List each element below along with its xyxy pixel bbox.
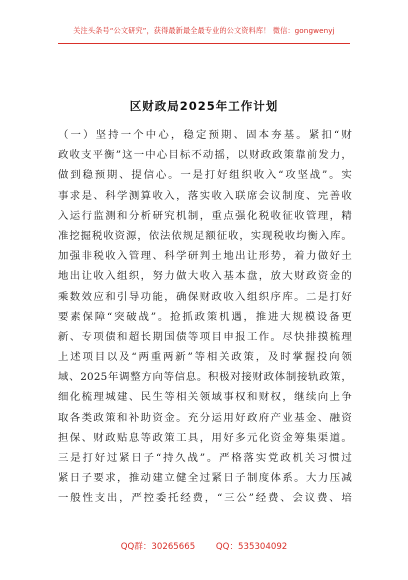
body-line: 取各类政策和补助资金。充分运用好政府产业基金、融资 — [58, 411, 352, 424]
body-line: 准挖掘税收资源，依法依规足额征收，实现税收均衡入库。 — [58, 229, 352, 242]
body-line: 细化梳理城建、民生等相关领域事权和财权，继续向上争 — [58, 391, 352, 404]
body-line: 一般性支出，严控委托经费，“三公”经费、会议费、培 — [58, 492, 352, 505]
body-line: 入运行监测和分析研究机制，重点强化税收征收管理，精 — [58, 209, 352, 222]
body-line: 做到稳预期、提信心。一是打好组织收入“攻坚战”。实 — [58, 169, 352, 182]
footer-qq: QQ：535304092 — [215, 542, 288, 552]
document-body — [58, 125, 352, 509]
body-line: 域、2025年调整方向等信息。积极对接财政体制接轨政策， — [58, 371, 352, 384]
body-line: 担保、财政贴息等政策工具，用好多元化资金筹集渠道。 — [58, 431, 352, 444]
document-title: 区财政局2025年工作计划 — [129, 99, 279, 113]
header-banner: 关注头条号“公文研究”，获得最新最全最专业的公文资料库！ 微信：gongwenyj — [73, 26, 335, 35]
body-line: （一）坚持一个中心，稳定预期、固本夯基。紧扣“财 — [58, 129, 352, 141]
body-line: 政收支平衡”这一中心目标不动摇，以财政政策靠前发力， — [58, 149, 352, 162]
body-line: 紧日子要求，推动建立健全过紧日子制度体系。大力压减 — [58, 472, 352, 485]
footer-qq-group: QQ群：30265665 — [120, 542, 196, 552]
body-line: 三是打好过紧日子“持久战”。严格落实党政机关习惯过 — [58, 452, 352, 464]
footer-contact — [0, 540, 408, 552]
body-line: 加强非税收入管理、科学研判土地出让形势，着力做好土 — [58, 250, 352, 263]
body-line: 要素保障“突破战”。抢抓政策机遇，推进大规模设备更 — [58, 310, 352, 323]
body-line: 事求是、科学测算收入，落实收入联席会议制度、完善收 — [58, 189, 352, 202]
body-line: 地出让收入组织，努力做大收入基本盘，放大财政资金的 — [58, 270, 352, 283]
body-line: 乘数效应和引导功能，确保财政收入组织序库。二是打好 — [58, 290, 352, 303]
body-line: 上述项目以及“两重两新”等相关政策，及时掌握投向领 — [58, 351, 352, 364]
header-divider — [58, 43, 350, 44]
body-line: 新、专项债和超长期国债等项目申报工作。尽快排摸梳理 — [58, 330, 352, 343]
